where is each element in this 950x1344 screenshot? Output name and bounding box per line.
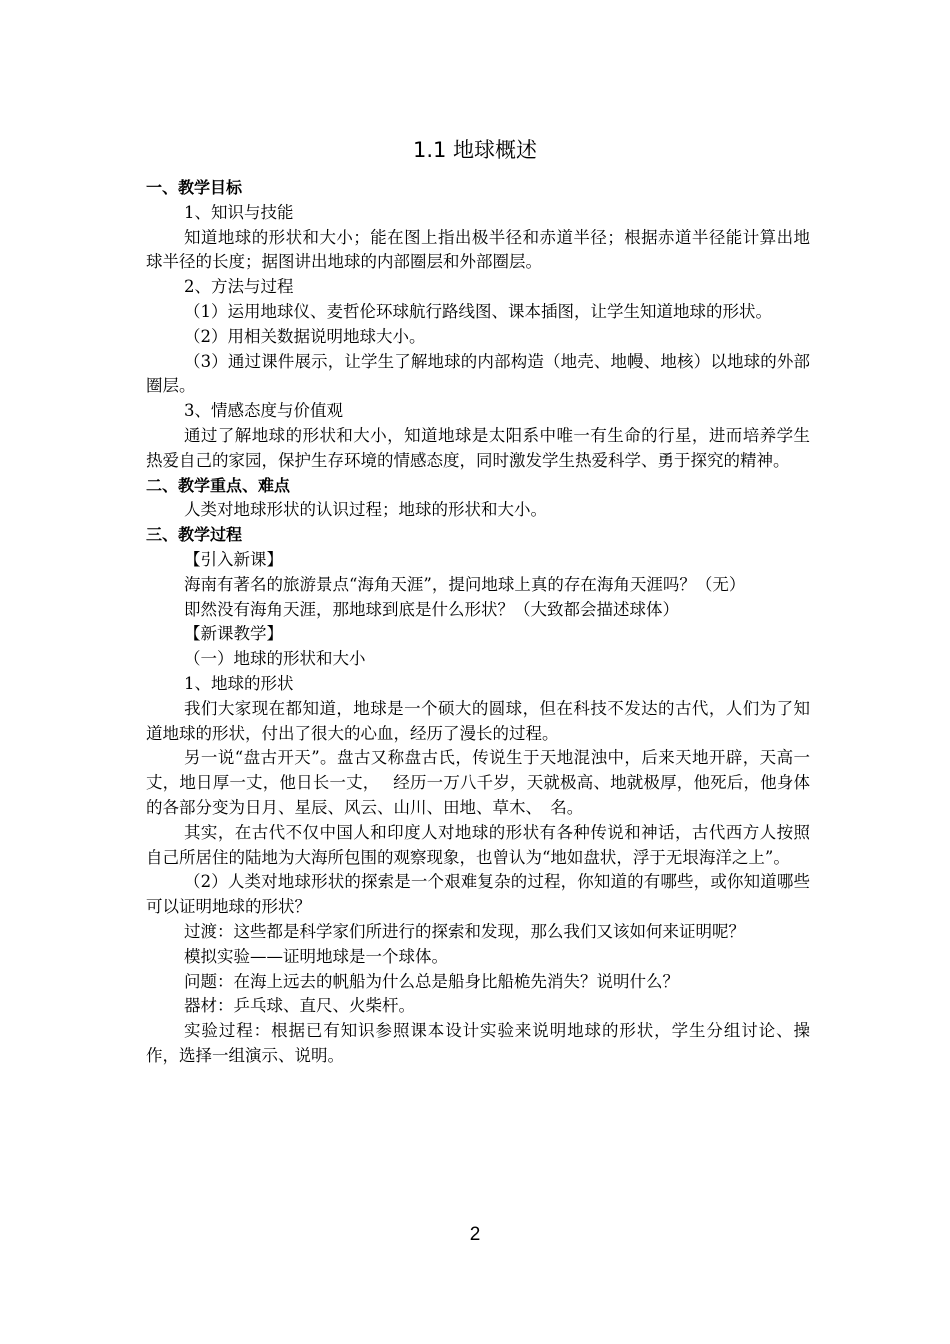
section-heading-key-points: 二、教学重点、难点 bbox=[146, 475, 291, 495]
page-number: 2 bbox=[469, 1224, 481, 1245]
paragraph: 人类对地球形状的认识过程；地球的形状和大小。 bbox=[184, 500, 547, 520]
paragraph: 其实，在古代不仅中国人和印度人对地球的形状有各种传说和神话，古代西方人按照自己所居住的陆地为大海所包围的观察现象，也曾认为“地如盘状，浮于无垠海洋之上”。 bbox=[146, 822, 810, 867]
paragraph: （3）通过课件展示，让学生了解地球的内部构造（地壳、地幔、地核）以地球的外部圈层。 bbox=[146, 351, 810, 396]
subsection-label: 3、情感态度与价值观 bbox=[184, 401, 343, 421]
section-heading-objectives: 一、教学目标 bbox=[146, 178, 243, 197]
paragraph: 实验过程：根据已有知识参照课本设计实验来说明地球的形状，学生分组讨论、操作，选择一组演示、说明。 bbox=[146, 1021, 810, 1065]
paragraph: 另一说“盘古开天”。盘古又称盘古氏，传说生于天地混浊中，后来天地开辟，天高一丈，地日厚一丈，他日长一丈， 经历一万八千岁，天就极高、地就极厚，他死后，他身体的各部分变为日月、星辰、风云、山川、田地、草木、 名。 bbox=[146, 748, 810, 817]
paragraph: 海南有著名的旅游景点“海角天涯”，提问地球上真的存在海角天涯吗？（无） bbox=[184, 574, 746, 594]
subsection-label: 【新课教学】 bbox=[184, 624, 283, 644]
section-heading-process: 三、教学过程 bbox=[146, 525, 243, 545]
paragraph: 器材：乒乓球、直尺、火柴杆。 bbox=[184, 996, 415, 1016]
subsection-label: 1、地球的形状 bbox=[184, 673, 294, 693]
paragraph: 我们大家现在都知道，地球是一个硕大的圆球，但在科技不发达的古代，人们为了知道地球的形状，付出了很大的心血，经历了漫长的过程。 bbox=[146, 698, 810, 743]
paragraph: 通过了解地球的形状和大小，知道地球是太阳系中唯一有生命的行星，进而培养学生热爱自己的家园，保护生存环境的情感态度，同时激发学生热爱科学、勇于探究的精神。 bbox=[146, 425, 810, 470]
paragraph: 即然没有海角天涯，那地球到底是什么形状？（大致都会描述球体） bbox=[184, 599, 679, 619]
paragraph: 过渡：这些都是科学家们所进行的探索和发现，那么我们又该如何来证明呢？ bbox=[184, 921, 745, 941]
paragraph: （1）运用地球仪、麦哲伦环球航行路线图、课本插图，让学生知道地球的形状。 bbox=[184, 301, 772, 321]
paragraph: 问题：在海上远去的帆船为什么总是船身比船桅先消失？说明什么？ bbox=[184, 971, 679, 991]
subsection-label: 1、知识与技能 bbox=[184, 202, 294, 222]
paragraph: 模拟实验——证明地球是一个球体。 bbox=[184, 946, 448, 966]
page-title: 1.1 地球概述 bbox=[412, 138, 538, 162]
subsection-label: 2、方法与过程 bbox=[184, 277, 294, 297]
paragraph: （2）用相关数据说明地球大小。 bbox=[184, 326, 426, 346]
paragraph: （2）人类对地球形状的探索是一个艰难复杂的过程，你知道的有哪些，或你知道哪些可以证明地球的形状？ bbox=[146, 872, 810, 917]
subsection-label: 【引入新课】 bbox=[184, 549, 283, 569]
document-body bbox=[146, 176, 810, 1069]
subsection-label: （一）地球的形状和大小 bbox=[184, 649, 366, 669]
paragraph: 知道地球的形状和大小；能在图上指出极半径和赤道半径；根据赤道半径能计算出地球半径的长度；据图讲出地球的内部圈层和外部圈层。 bbox=[146, 227, 810, 272]
